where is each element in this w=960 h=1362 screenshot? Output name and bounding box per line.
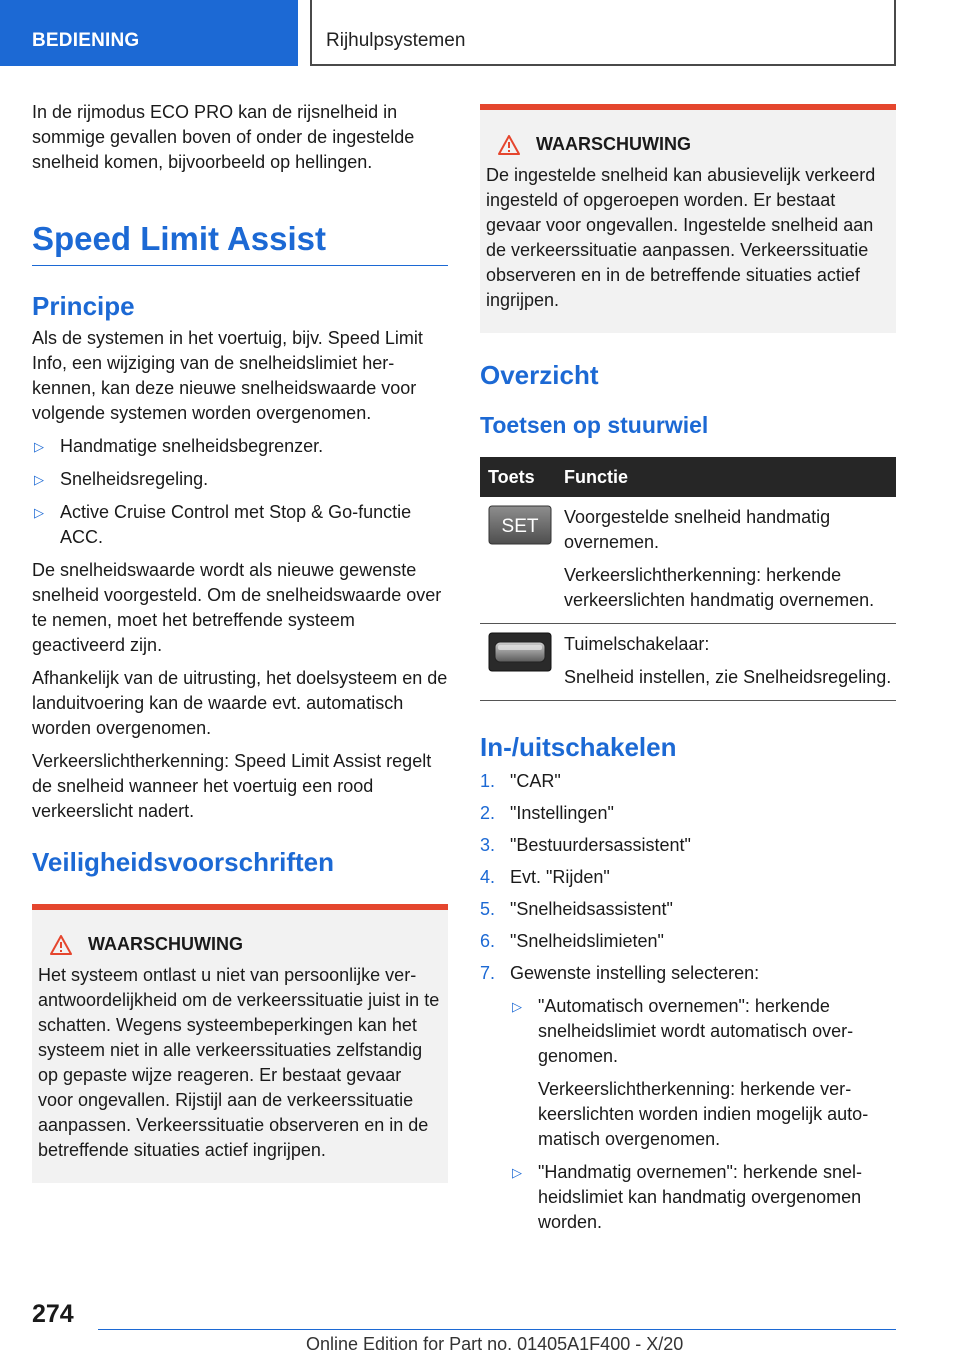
list-item: 5. "Snelheidsassistent" xyxy=(480,899,673,919)
triangle-bullet-icon: ▷ xyxy=(34,505,44,520)
list-item: 1. "CAR" xyxy=(480,771,561,791)
principe-text: Als de systemen in het voertuig, bijv. Speed Limit Info, een wijziging van de snelheidslimiet herkennen, kan deze nieuwe snelheidswaarde voor volgende systemen worden overgenomen. xyxy=(32,328,423,423)
principe-para-3: Verkeerslichtherkenning: Speed Limit Assist regelt de snelheid wanneer het voertuig een rood verkeerslicht nadert. xyxy=(32,751,432,821)
section-tab: BEDIENING xyxy=(0,0,298,66)
table-header-row xyxy=(480,457,896,497)
list-item: 4. Evt. "Rijden" xyxy=(480,867,610,887)
set-button-icon xyxy=(488,505,552,545)
footer-divider xyxy=(98,1329,896,1330)
triangle-bullet-icon: ▷ xyxy=(34,472,44,487)
column-header: Functie xyxy=(564,457,896,497)
steps-list xyxy=(480,769,896,1235)
principe-para-1: De snelheidswaarde wordt als nieuwe gewenste snelheid voorgesteld. Om de snelheidswaarde over te nemen, moet het betreffende systeem geactiveerd zijn. xyxy=(32,560,442,655)
warning-triangle-icon xyxy=(50,935,72,955)
table-row xyxy=(480,497,896,624)
safety-heading: Veiligheidsvoorschriften xyxy=(32,847,334,877)
warning-text: De ingestelde snelheid kan abusievelijk verkeerd ingesteld of opgeroepen worden. Er bestaat gevaar voor ongevallen. Ingestelde snelheid aan de verkeerssituatie aanpassen. Verkeerssituatie observeren en in de betreffende situaties actief ingrijpen. xyxy=(486,165,876,310)
triangle-bullet-icon: ▷ xyxy=(34,439,44,454)
principe-heading: Principe xyxy=(32,291,135,321)
function-text: Voorgestelde snelheid handmatig overnemen. xyxy=(564,507,831,552)
onoff-heading: In-/uitschakelen xyxy=(480,732,677,762)
list-item: ▷ Snelheidsregeling. xyxy=(32,467,448,492)
overview-heading: Overzicht xyxy=(480,360,599,390)
page-header xyxy=(0,0,960,66)
function-text: Verkeerslichtherkenning: herkende verkeerslichten handmatig overnemen. xyxy=(564,565,875,610)
warning-triangle-icon xyxy=(498,135,520,155)
page-title: Speed Limit Assist xyxy=(32,219,448,266)
list-item: 6. "Snelheidslimieten" xyxy=(480,931,664,951)
left-column xyxy=(32,100,448,1183)
list-item: ▷ Handmatige snelheidsbegrenzer. xyxy=(32,434,448,459)
list-item: 3. "Bestuurdersassistent" xyxy=(480,835,691,855)
chapter-title: Rijhulpsystemen xyxy=(310,0,896,66)
list-item: ▷ Active Cruise Control met Stop & Go-functie ACC. xyxy=(34,502,412,547)
column-header: Toets xyxy=(480,457,564,497)
function-text: Tuimelschakelaar: xyxy=(564,634,710,654)
edition-info: Online Edition for Part no. 01405A1F400 - X/20 xyxy=(306,1334,684,1354)
table-row xyxy=(480,624,896,701)
rocker-switch-icon xyxy=(488,632,552,672)
intro-paragraph: In de rijmodus ECO PRO kan de rijsnelheid in sommige gevallen boven of onder de ingestelde snelheid komen, bijvoorbeeld op hellingen. xyxy=(32,102,415,172)
page-number: 274 xyxy=(32,1300,74,1328)
warning-label: WAARSCHUWING xyxy=(88,934,243,954)
list-item: ▷ "Automatisch overnemen": herkende snelheidslimiet wordt automatisch overgenomen. Verkeerslichtherkenning: herkende verkeerslichten worden indien mogelijk automatisch overgenomen. xyxy=(512,996,869,1149)
warning-label: WAARSCHUWING xyxy=(536,134,691,154)
option-list xyxy=(510,994,896,1235)
svg-text:SET: SET xyxy=(501,516,539,537)
list-item: ▷ "Handmatig overnemen": herkende snelheidslimiet kan handmatig overgenomen worden. xyxy=(512,1162,862,1232)
warning-box xyxy=(32,904,448,1183)
principe-para-2: Afhankelijk van de uitrusting, het doelsysteem en de landuitvoering kan de waarde evt. automatisch worden overgenomen. xyxy=(32,668,448,738)
keys-table xyxy=(480,457,896,701)
warning-text: Het systeem ontlast u niet van persoonlijke verantwoordelijkheid om de verkeerssituatie juist in te schatten. Wegens systeembeperkingen kan het systeem niet in alle verkeerssituaties zelfstandig op gepaste wijze reageren. Er bestaat gevaar voor ongevallen. Rijstijl aan de verkeerssituatie aanpassen. Verkeerssituatie observeren en in de betreffende situaties actief ingrijpen. xyxy=(38,965,440,1160)
principe-list xyxy=(32,434,448,550)
right-column xyxy=(480,104,896,1243)
triangle-bullet-icon: ▷ xyxy=(512,999,522,1014)
warning-box xyxy=(480,104,896,333)
steering-keys-heading: Toetsen op stuurwiel xyxy=(480,412,709,438)
triangle-bullet-icon: ▷ xyxy=(512,1165,522,1180)
list-item: 7. Gewenste instelling selecteren: ▷ "Automatisch overnemen": herkende snelheidslimiet wordt automatisch overgenomen. Verkeerslichtherkenning: herkende verkeerslichten worden indien mogelijk automatisch overgenomen. ▷ "Handmatig overnemen": herkende snelheidslimiet kan handmatig overgenomen worden. xyxy=(480,961,896,1235)
list-item: 2. "Instellingen" xyxy=(480,803,614,823)
function-text: Snelheid instellen, zie Snelheidsregeling. xyxy=(564,667,892,687)
